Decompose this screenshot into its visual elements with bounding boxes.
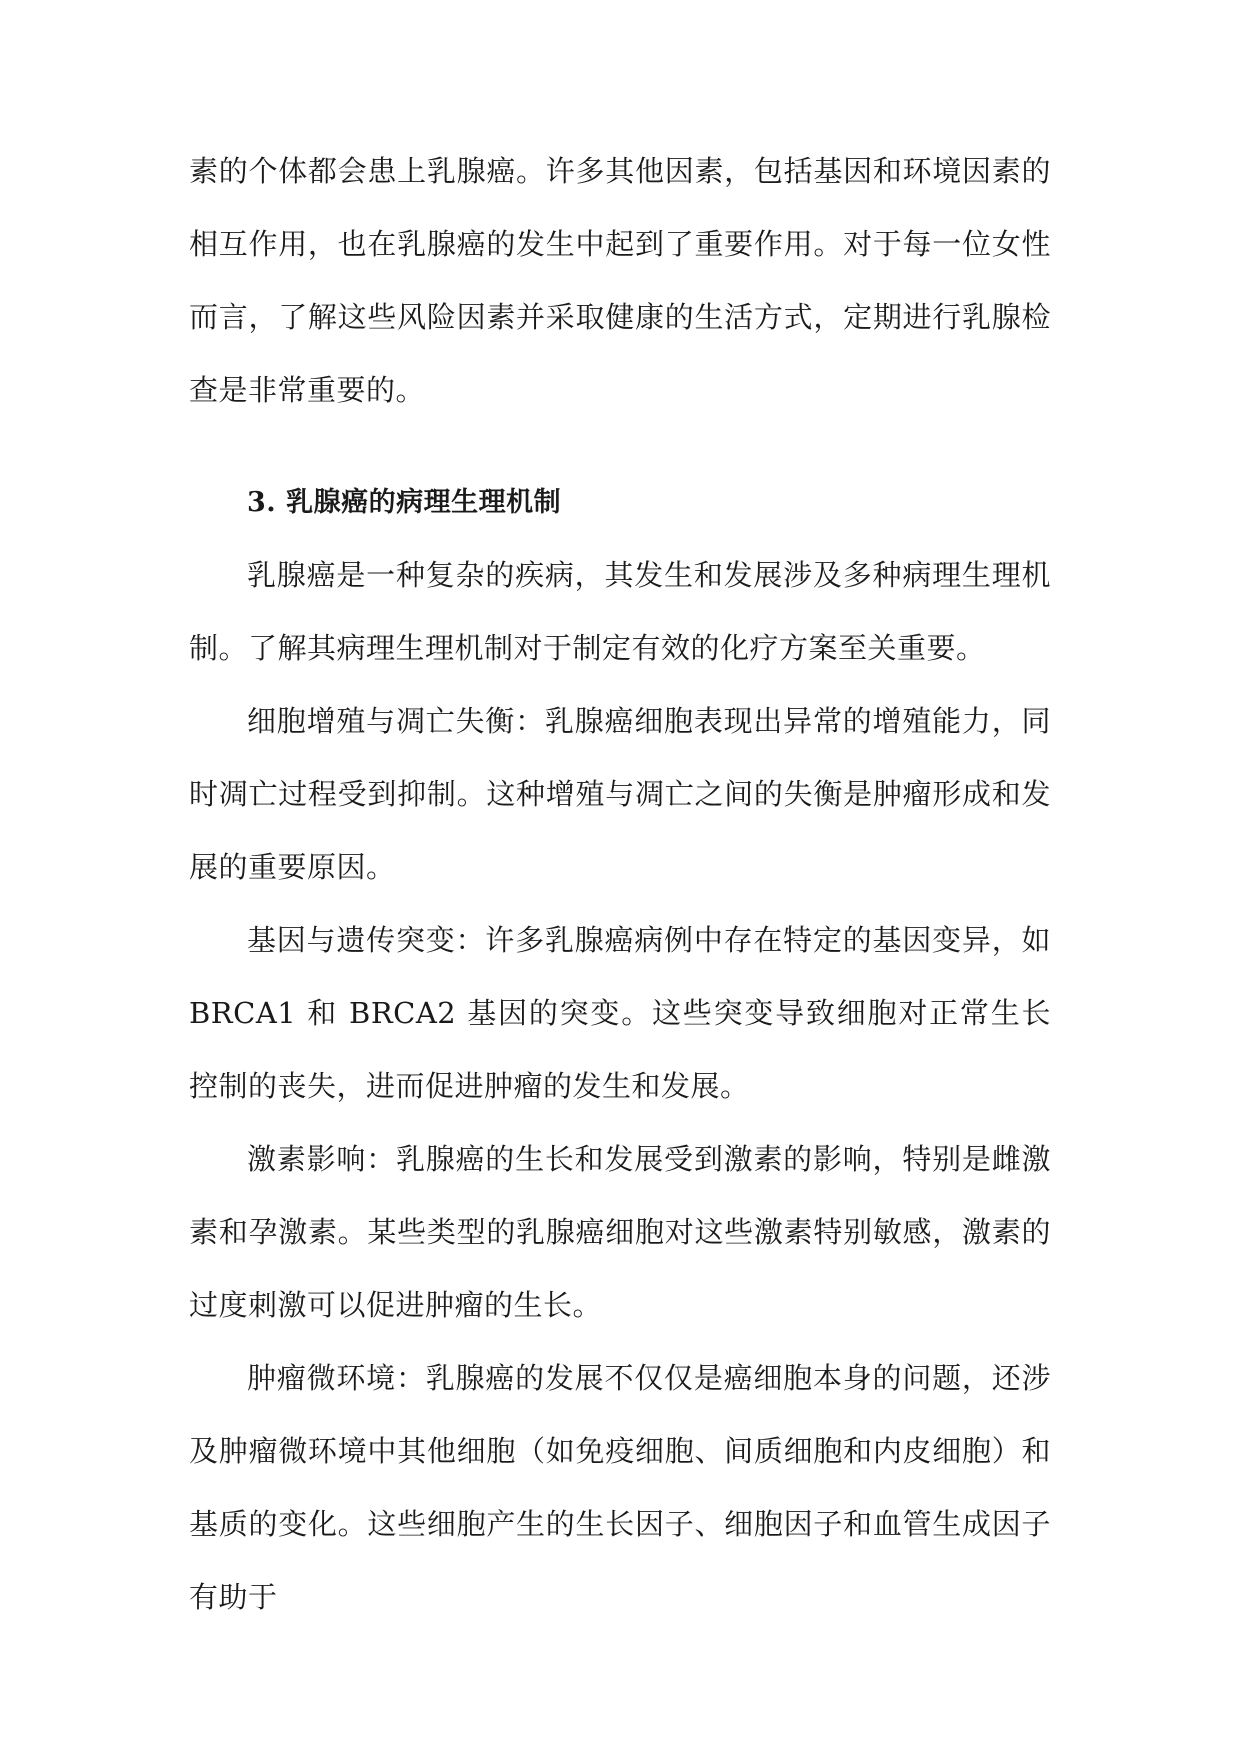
paragraph-overview: 乳腺癌是一种复杂的疾病，其发生和发展涉及多种病理生理机制。了解其病理生理机制对于制定有效的化疗方案至关重要。 [189,558,1051,665]
spacer [189,427,1051,466]
paragraph-tumor-microenvironment: 肿瘤微环境：乳腺癌的发展不仅仅是癌细胞本身的问题，还涉及肿瘤微环境中其他细胞（如免疫细胞、间质细胞和内皮细胞）和基质的变化。这些细胞产生的生长因子、细胞因子和血管生成因子有助于 [189,1361,1051,1614]
paragraph-proliferation-apoptosis: 细胞增殖与凋亡失衡：乳腺癌细胞表现出异常的增殖能力，同时凋亡过程受到抑制。这种增殖与凋亡之间的失衡是肿瘤形成和发展的重要原因。 [189,704,1051,884]
intro-paragraph: 素的个体都会患上乳腺癌。许多其他因素，包括基因和环境因素的相互作用，也在乳腺癌的发生中起到了重要作用。对于每一位女性而言，了解这些风险因素并采取健康的生活方式，定期进行乳腺检查是非常重要的。 [189,154,1051,407]
page-content [189,135,1051,1634]
paragraph-genetic-mutation: 基因与遗传突变：许多乳腺癌病例中存在特定的基因变异，如BRCA1 和 BRCA2 基因的突变。这些突变导致细胞对正常生长控制的丧失，进而促进肿瘤的发生和发展。 [189,923,1051,1103]
section-heading: 3. 乳腺癌的病理生理机制 [247,487,562,518]
paragraph-hormone-influence: 激素影响：乳腺癌的生长和发展受到激素的影响，特别是雌激素和孕激素。某些类型的乳腺癌细胞对这些激素特别敏感，激素的过度刺激可以促进肿瘤的生长。 [189,1142,1051,1322]
